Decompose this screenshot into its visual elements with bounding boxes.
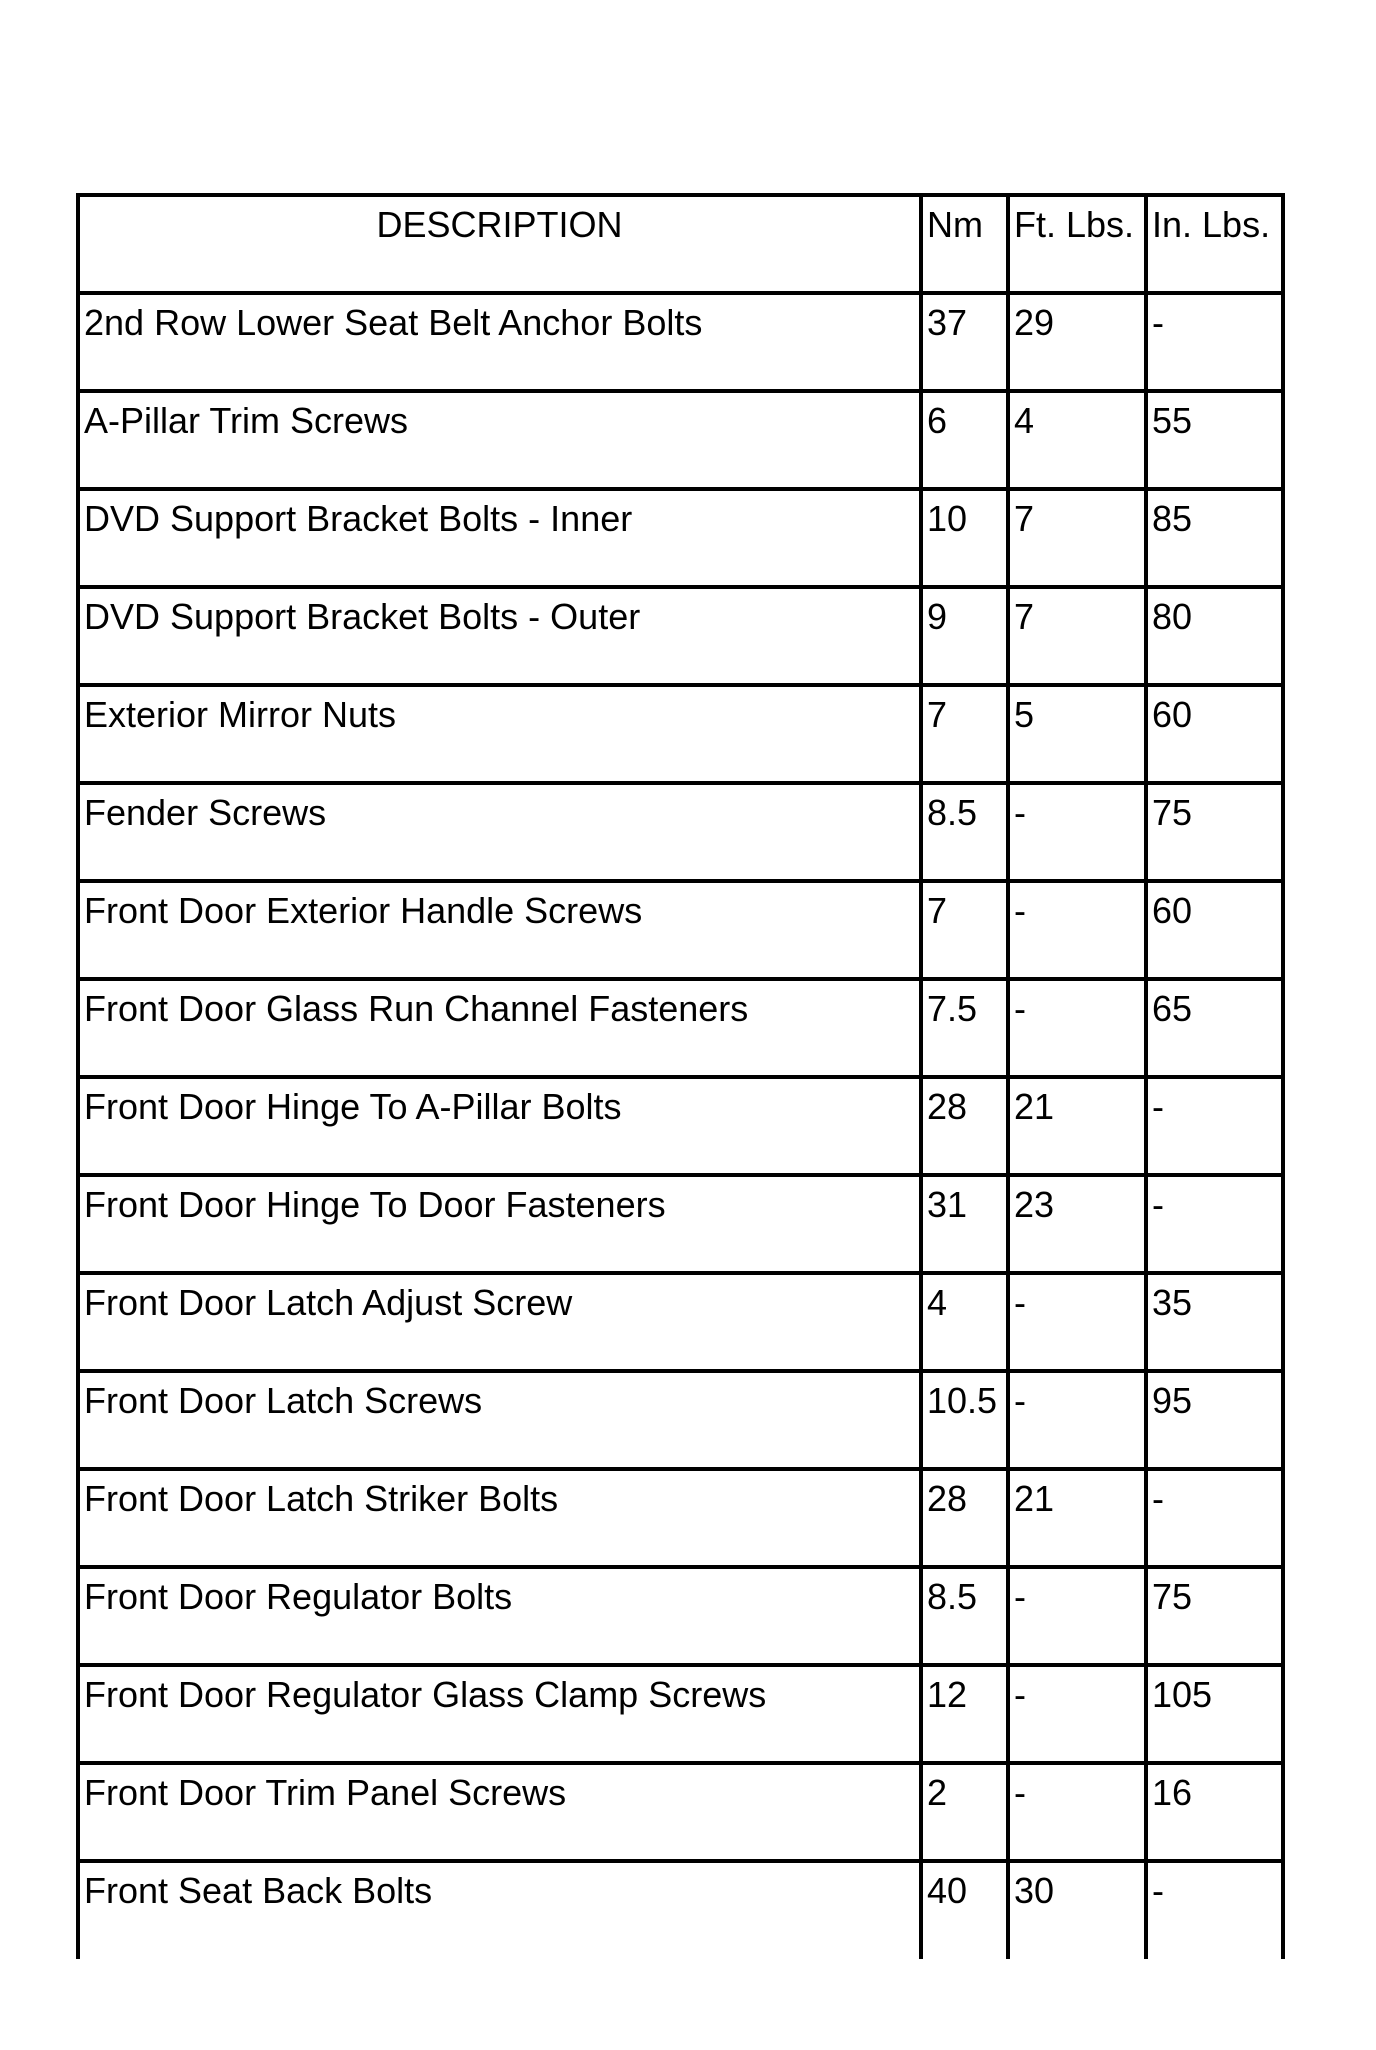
cell-nm: 37 — [921, 293, 1008, 391]
table-body — [78, 293, 1283, 1959]
cell-ft-lbs: 21 — [1008, 1077, 1146, 1175]
cell-nm: 10.5 — [921, 1371, 1008, 1469]
table-row — [78, 1665, 1283, 1763]
cell-in-lbs: 105 — [1146, 1665, 1283, 1763]
cell-in-lbs: 75 — [1146, 1567, 1283, 1665]
cell-nm: 7.5 — [921, 979, 1008, 1077]
cell-in-lbs: 65 — [1146, 979, 1283, 1077]
cell-description: A-Pillar Trim Screws — [78, 391, 921, 489]
cell-ft-lbs: 23 — [1008, 1175, 1146, 1273]
cell-description: Front Door Latch Striker Bolts — [78, 1469, 921, 1567]
cell-nm: 12 — [921, 1665, 1008, 1763]
cell-in-lbs: - — [1146, 1175, 1283, 1273]
cell-nm: 8.5 — [921, 783, 1008, 881]
cell-nm: 7 — [921, 685, 1008, 783]
table-row — [78, 1273, 1283, 1371]
cell-in-lbs: 95 — [1146, 1371, 1283, 1469]
cell-nm: 8.5 — [921, 1567, 1008, 1665]
cell-nm: 4 — [921, 1273, 1008, 1371]
cell-nm: 31 — [921, 1175, 1008, 1273]
cell-ft-lbs: 29 — [1008, 293, 1146, 391]
cell-ft-lbs: - — [1008, 1567, 1146, 1665]
cell-ft-lbs: - — [1008, 1665, 1146, 1763]
table-row — [78, 783, 1283, 881]
cell-description: Front Door Regulator Bolts — [78, 1567, 921, 1665]
cell-in-lbs: - — [1146, 1861, 1283, 1959]
cell-ft-lbs: 7 — [1008, 587, 1146, 685]
cell-ft-lbs: - — [1008, 979, 1146, 1077]
cell-ft-lbs: - — [1008, 1273, 1146, 1371]
cell-nm: 28 — [921, 1469, 1008, 1567]
cell-ft-lbs: - — [1008, 1371, 1146, 1469]
header-in-lbs: In. Lbs. — [1146, 195, 1283, 293]
cell-description: Front Door Trim Panel Screws — [78, 1763, 921, 1861]
cell-ft-lbs: 21 — [1008, 1469, 1146, 1567]
cell-ft-lbs: - — [1008, 881, 1146, 979]
table-row — [78, 1175, 1283, 1273]
table-row — [78, 979, 1283, 1077]
cell-in-lbs: 16 — [1146, 1763, 1283, 1861]
cell-in-lbs: 80 — [1146, 587, 1283, 685]
cell-description: DVD Support Bracket Bolts - Inner — [78, 489, 921, 587]
table-row — [78, 1371, 1283, 1469]
cell-description: Front Door Glass Run Channel Fasteners — [78, 979, 921, 1077]
table-row — [78, 881, 1283, 979]
cell-in-lbs: 75 — [1146, 783, 1283, 881]
cell-in-lbs: 60 — [1146, 685, 1283, 783]
cell-nm: 6 — [921, 391, 1008, 489]
cell-ft-lbs: 4 — [1008, 391, 1146, 489]
cell-description: Front Door Hinge To A-Pillar Bolts — [78, 1077, 921, 1175]
table-row — [78, 1861, 1283, 1959]
cell-description: Front Seat Back Bolts — [78, 1861, 921, 1959]
cell-ft-lbs: - — [1008, 783, 1146, 881]
table-row — [78, 685, 1283, 783]
cell-in-lbs: 35 — [1146, 1273, 1283, 1371]
table-row — [78, 1469, 1283, 1567]
cell-description: Front Door Hinge To Door Fasteners — [78, 1175, 921, 1273]
cell-description: Front Door Latch Adjust Screw — [78, 1273, 921, 1371]
table-row — [78, 1763, 1283, 1861]
torque-spec-table — [76, 193, 1285, 1959]
cell-ft-lbs: 7 — [1008, 489, 1146, 587]
header-ft-lbs: Ft. Lbs. — [1008, 195, 1146, 293]
cell-in-lbs: 55 — [1146, 391, 1283, 489]
cell-description: Front Door Regulator Glass Clamp Screws — [78, 1665, 921, 1763]
table-row — [78, 391, 1283, 489]
table-header-row — [78, 195, 1283, 293]
cell-nm: 10 — [921, 489, 1008, 587]
cell-nm: 40 — [921, 1861, 1008, 1959]
table-row — [78, 489, 1283, 587]
cell-description: Fender Screws — [78, 783, 921, 881]
table-row — [78, 1567, 1283, 1665]
cell-description: Front Door Exterior Handle Screws — [78, 881, 921, 979]
table-row — [78, 293, 1283, 391]
cell-nm: 9 — [921, 587, 1008, 685]
cell-in-lbs: 60 — [1146, 881, 1283, 979]
cell-nm: 7 — [921, 881, 1008, 979]
cell-nm: 28 — [921, 1077, 1008, 1175]
table-row — [78, 1077, 1283, 1175]
cell-ft-lbs: - — [1008, 1763, 1146, 1861]
cell-description: 2nd Row Lower Seat Belt Anchor Bolts — [78, 293, 921, 391]
cell-description: DVD Support Bracket Bolts - Outer — [78, 587, 921, 685]
header-description: DESCRIPTION — [78, 195, 921, 293]
table-row — [78, 587, 1283, 685]
cell-in-lbs: - — [1146, 1469, 1283, 1567]
cell-description: Front Door Latch Screws — [78, 1371, 921, 1469]
cell-ft-lbs: 5 — [1008, 685, 1146, 783]
header-nm: Nm — [921, 195, 1008, 293]
cell-nm: 2 — [921, 1763, 1008, 1861]
cell-in-lbs: - — [1146, 293, 1283, 391]
cell-in-lbs: - — [1146, 1077, 1283, 1175]
cell-ft-lbs: 30 — [1008, 1861, 1146, 1959]
cell-in-lbs: 85 — [1146, 489, 1283, 587]
cell-description: Exterior Mirror Nuts — [78, 685, 921, 783]
